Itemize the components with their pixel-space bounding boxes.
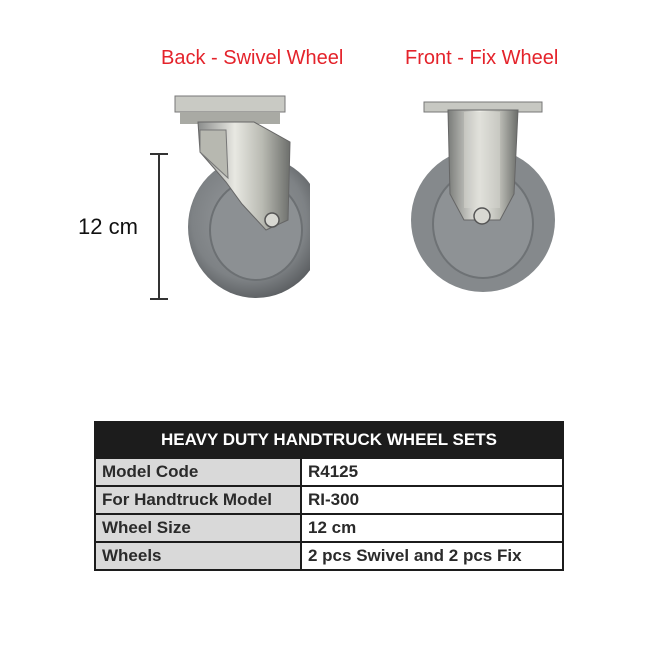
specs-table bbox=[94, 421, 564, 571]
table-row bbox=[95, 458, 563, 486]
table-row bbox=[95, 486, 563, 514]
spec-value-handtruck-model: RI-300 bbox=[301, 486, 563, 514]
swivel-wheel-image bbox=[170, 92, 310, 302]
dimension-label: 12 cm bbox=[78, 214, 138, 239]
specs-table-title-row bbox=[95, 422, 563, 458]
swivel-axle-bolt bbox=[265, 213, 279, 227]
fix-wheel-image bbox=[410, 98, 560, 298]
fix-axle-bolt bbox=[474, 208, 490, 224]
spec-value-wheels: 2 pcs Swivel and 2 pcs Fix bbox=[301, 542, 563, 570]
swivel-top-plate bbox=[175, 96, 285, 112]
spec-value-wheel-size: 12 cm bbox=[301, 514, 563, 542]
table-row bbox=[95, 542, 563, 570]
spec-key-wheel-size: Wheel Size bbox=[95, 514, 301, 542]
caption-front-fix-wheel: Front - Fix Wheel bbox=[405, 47, 559, 69]
specs-table-title: HEAVY DUTY HANDTRUCK WHEEL SETS bbox=[95, 422, 563, 458]
caption-back-swivel-wheel: Back - Swivel Wheel bbox=[161, 47, 344, 69]
spec-key-handtruck-model: For Handtruck Model bbox=[95, 486, 301, 514]
table-row bbox=[95, 514, 563, 542]
spec-key-model-code: Model Code bbox=[95, 458, 301, 486]
spec-value-model-code: R4125 bbox=[301, 458, 563, 486]
spec-key-wheels: Wheels bbox=[95, 542, 301, 570]
dimension-line bbox=[150, 153, 170, 301]
